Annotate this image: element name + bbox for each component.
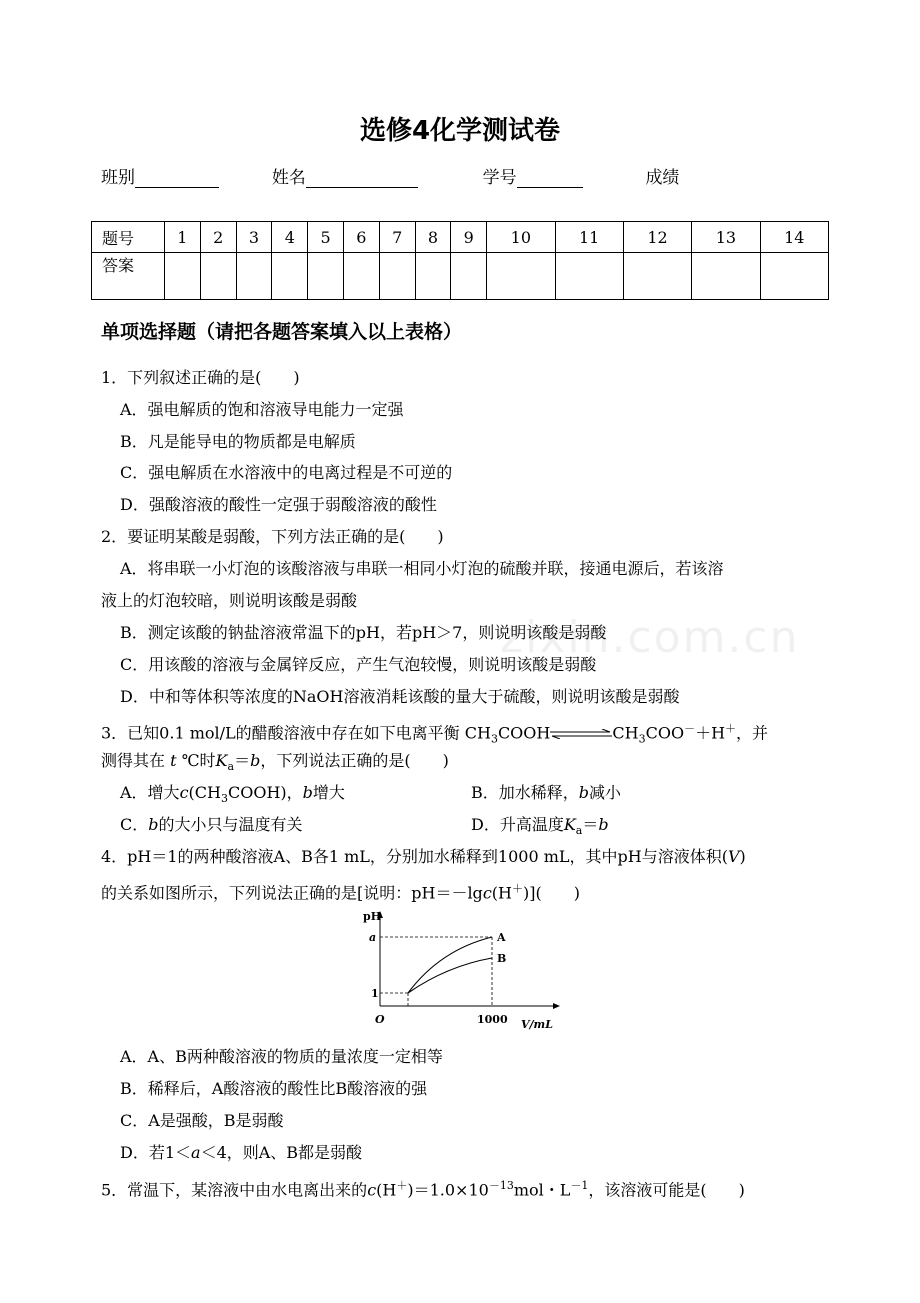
question-number: 12 <box>623 222 691 253</box>
question-number: 6 <box>343 222 379 253</box>
question-number: 11 <box>555 222 623 253</box>
question-number: 2 <box>200 222 236 253</box>
page-title: 选修4化学测试卷 <box>359 116 561 146</box>
answer-cell[interactable] <box>308 253 344 300</box>
question-3-option-c: C．b的大小只与温度有关 <box>120 815 303 834</box>
question-number: 4 <box>272 222 308 253</box>
score-label: 成绩 <box>645 168 680 188</box>
answer-cell[interactable] <box>555 253 623 300</box>
answer-cell[interactable] <box>760 253 828 300</box>
question-3-option-b: B．加水稀释，b减小 <box>471 783 622 802</box>
watermark: zixin.com.cn <box>500 612 800 663</box>
id-blank[interactable] <box>517 169 583 188</box>
question-number: 10 <box>487 222 555 253</box>
question-4-stem-line2: 的关系如图所示，下列说法正确的是[说明：pH＝－lgc(H＋)]( ) <box>101 882 580 903</box>
question-2-option-a: A．将串联一小灯泡的该酸溶液与串联一相同小灯泡的硫酸并联，接通电源后，若该溶 <box>120 559 724 578</box>
answer-cell[interactable] <box>692 253 760 300</box>
question-1-option-a: A．强电解质的饱和溶液导电能力一定强 <box>120 400 404 419</box>
question-3-option-a: A．增大$c(CH_3COOH)$，b增大 <box>120 783 345 806</box>
ph-volume-chart <box>355 906 565 1036</box>
question-4-option-c: C．A是强酸，B是弱酸 <box>120 1111 284 1130</box>
question-number: 8 <box>415 222 451 253</box>
y-tick-label-1: 1 <box>371 987 379 1000</box>
answer-cell[interactable] <box>272 253 308 300</box>
name-label: 姓名 <box>271 168 306 188</box>
question-number-row <box>92 222 829 253</box>
answer-table <box>91 221 829 300</box>
answer-cell[interactable] <box>236 253 272 300</box>
question-1-option-c: C．强电解质在水溶液中的电离过程是不可逆的 <box>120 463 453 482</box>
question-number: 5 <box>308 222 344 253</box>
y-axis-label: pH <box>363 910 382 923</box>
answer-cell[interactable] <box>487 253 555 300</box>
answer-header: 答案 <box>92 253 165 300</box>
answer-cell[interactable] <box>623 253 691 300</box>
question-4-option-d: D．若1＜a＜4，则A、B都是弱酸 <box>120 1143 363 1162</box>
question-1-option-b: B．凡是能导电的物质都是电解质 <box>120 432 356 451</box>
answer-cell[interactable] <box>165 253 201 300</box>
origin-label: O <box>375 1013 385 1026</box>
y-tick-label-a: a <box>369 931 377 944</box>
x-axis-label: V/mL <box>521 1018 553 1031</box>
answer-cell[interactable] <box>451 253 487 300</box>
question-number: 14 <box>760 222 828 253</box>
question-5-stem: 5．常温下，某溶液中由水电离出来的$c(H^+)=1.0\times 10^{-13}mol$・$L^{-1}$，该溶液可能是( ) <box>101 1179 745 1200</box>
question-2-option-c: C．用该酸的溶液与金属锌反应，产生气泡较慢，则说明该酸是弱酸 <box>120 655 597 674</box>
answer-cell[interactable] <box>200 253 236 300</box>
question-2-stem: 2．要证明某酸是弱酸，下列方法正确的是( ) <box>101 527 444 546</box>
question-1-option-d: D．强酸溶液的酸性一定强于弱酸溶液的酸性 <box>120 495 437 514</box>
equilibrium-arrows-icon <box>550 724 612 744</box>
question-2-option-b: B．测定该酸的钠盐溶液常温下的pH，若pH＞7，则说明该酸是弱酸 <box>120 623 607 642</box>
question-4-option-a: A．A、B两种酸溶液的物质的量浓度一定相等 <box>120 1047 443 1066</box>
question-number: 9 <box>451 222 487 253</box>
equilibrium-arrows-svg <box>550 729 612 739</box>
class-label: 班别 <box>101 168 135 188</box>
question-number: 13 <box>692 222 760 253</box>
question-4-stem-line1: 4．pH＝1的两种酸溶液A、B各1 mL，分别加水稀释到1000 mL，其中pH与溶液体积(V) <box>101 847 746 866</box>
series-a-label: A <box>497 931 506 944</box>
id-label: 学号 <box>482 168 517 188</box>
question-1-stem: 1．下列叙述正确的是( ) <box>101 368 300 387</box>
answer-cell[interactable] <box>415 253 451 300</box>
question-3-stem-line2: 测得其在 t ℃时$K_a=b$，下列说法正确的是( ) <box>101 751 449 774</box>
question-number: 1 <box>165 222 201 253</box>
x-axis-arrow-icon <box>553 1003 560 1009</box>
series-b-label: B <box>497 952 507 965</box>
name-blank[interactable] <box>306 169 418 188</box>
question-3-stem-line1: 3．已知0.1 mol/L的醋酸溶液中存在如下电离平衡 $CH_3COOH$ $CH_3COO^-+H^+$，并 <box>101 722 769 746</box>
x-tick-label: 1000 <box>477 1013 508 1026</box>
series-b-line <box>408 958 492 993</box>
question-number: 7 <box>379 222 415 253</box>
question-number-header: 题号 <box>92 222 165 253</box>
student-info-row <box>101 163 679 188</box>
class-blank[interactable] <box>135 169 219 188</box>
answer-cell[interactable] <box>379 253 415 300</box>
question-2-option-a-continued: 液上的灯泡较暗，则说明该酸是弱酸 <box>101 591 358 610</box>
answer-cell[interactable] <box>343 253 379 300</box>
question-4-option-b: B．稀释后，A酸溶液的酸性比B酸溶液的强 <box>120 1079 428 1098</box>
question-number: 3 <box>236 222 272 253</box>
question-3-option-d: D．升高温度$K_a=b$ <box>471 815 609 838</box>
section-title: 单项选择题（请把各题答案填入以上表格） <box>101 321 463 343</box>
answer-row <box>92 253 829 300</box>
question-2-option-d: D．中和等体积等浓度的NaOH溶液消耗该酸的量大于硫酸，则说明该酸是弱酸 <box>120 687 680 706</box>
